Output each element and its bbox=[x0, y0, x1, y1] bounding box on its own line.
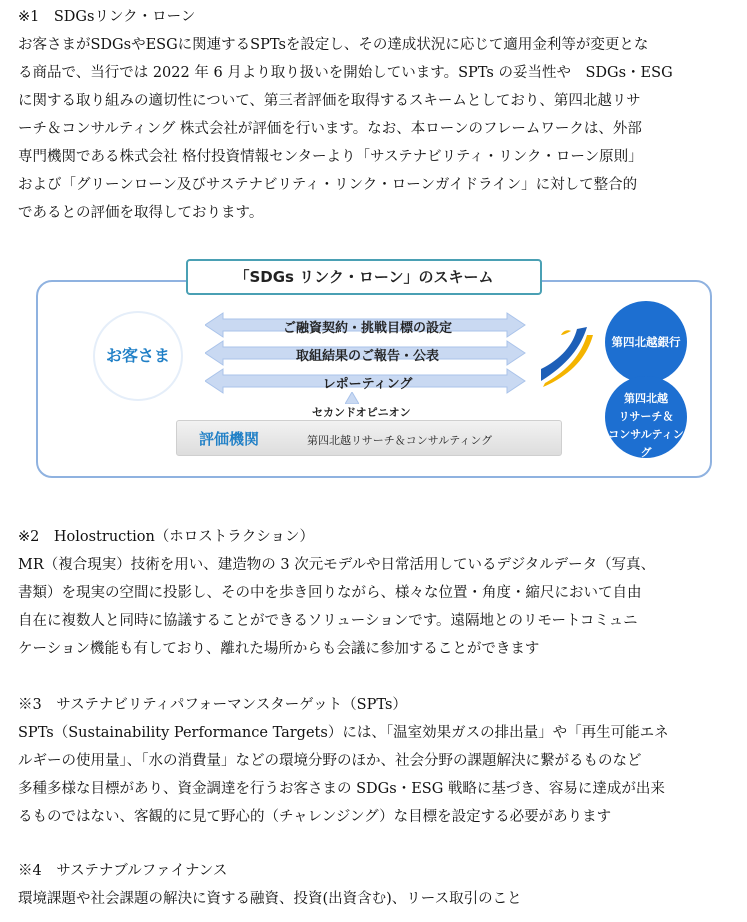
research-line: リサーチ＆ bbox=[618, 410, 674, 423]
evaluator-name: 第四北越リサーチ＆コンサルティング bbox=[307, 434, 493, 447]
scheme-title: 「SDGs リンク・ローン」のスキーム bbox=[186, 259, 542, 295]
bank-name: 第四北越銀行 bbox=[611, 335, 681, 349]
note1-line: および「グリーンローン及びサステナビリティ・リンク・ローンガイドライン」に対して整合的 bbox=[18, 177, 638, 193]
research-line: コンサルティング bbox=[608, 428, 684, 459]
arrow-label-report: 取組結果のご報告・公表 bbox=[295, 349, 439, 364]
second-opinion-label: セカンドオピニオン bbox=[312, 406, 411, 419]
note1-line: であるとの評価を取得しております。 bbox=[18, 205, 264, 221]
note1-heading: ※1 SDGsリンク・ローン bbox=[18, 9, 196, 25]
evaluator-box bbox=[176, 420, 562, 456]
bank-logo-icon bbox=[537, 325, 593, 387]
up-arrow-icon bbox=[345, 392, 359, 404]
arrow-label-contract: ご融資契約・挑戦目標の設定 bbox=[282, 321, 452, 336]
note1-line: る商品で、当行では 2022 年 6 月より取り扱いを開始しています。SPTs の妥当性や SDGs・ESG bbox=[18, 65, 673, 81]
arrow-label-reporting: レポーティング bbox=[322, 377, 413, 392]
note3-line: るものではない、客観的に見て野心的（チャレンジング）な目標を設定する必要があります bbox=[18, 809, 612, 825]
note3-heading: ※3 サステナビリティパフォーマンスターゲット（SPTs） bbox=[18, 697, 407, 713]
note1-line: お客さまがSDGsやESGに関連するSPTsを設定し、その達成状況に応じて適用金利等が変更とな bbox=[18, 37, 649, 53]
research-line: 第四北越 bbox=[624, 392, 668, 405]
customer-label: お客さま bbox=[105, 346, 170, 365]
note3-line: SPTs（Sustainability Performance Targets）には、「温室効果ガスの排出量」や「再生可能エネ bbox=[18, 725, 669, 741]
note2-line: MR（複合現実）技術を用い、建造物の 3 次元モデルや日常活用しているデジタルデータ（写真、 bbox=[18, 557, 656, 573]
note2-line: 書類）を現実の空間に投影し、その中を歩き回りながら、様々な位置・角度・縮尺において自由 bbox=[18, 585, 642, 601]
note4-line: 環境課題や社会課題の解決に資する融資、投資(出資含む)、リース取引のこと bbox=[18, 891, 522, 907]
note1-line: ーチ＆コンサルティング 株式会社が評価を行います。なお、本ローンのフレームワークは、外部 bbox=[18, 121, 642, 137]
note2-line: ケーション機能も有しており、離れた場所からも会議に参加することができます bbox=[18, 641, 540, 657]
note2-line: 自在に複数人と同時に協議することができるソリューションです。遠隔地とのリモートコミュニ bbox=[18, 613, 638, 629]
note4-heading: ※4 サステナブルファイナンス bbox=[18, 863, 228, 879]
note2-heading: ※2 Holostruction（ホロストラクション） bbox=[18, 529, 315, 545]
note3-line: ルギーの使用量」、「水の消費量」などの環境分野のほか、社会分野の課題解決に繋がるものなど bbox=[18, 753, 642, 769]
customer-circle bbox=[95, 313, 181, 399]
bank-circle bbox=[605, 301, 687, 383]
note1-line: 専門機関である株式会社 格付投資情報センターより「サステナビリティ・リンク・ローン原則」 bbox=[18, 149, 643, 165]
note3-line: 多種多様な目標があり、資金調達を行うお客さまの SDGs・ESG 戦略に基づき、容易に達成が出来 bbox=[18, 781, 665, 797]
note1-line: に関する取り組みの適切性について、第三者評価を取得するスキームとしており、第四北越リサ bbox=[18, 93, 641, 109]
research-circle bbox=[605, 376, 687, 458]
evaluator-title: 評価機関 bbox=[199, 430, 260, 448]
